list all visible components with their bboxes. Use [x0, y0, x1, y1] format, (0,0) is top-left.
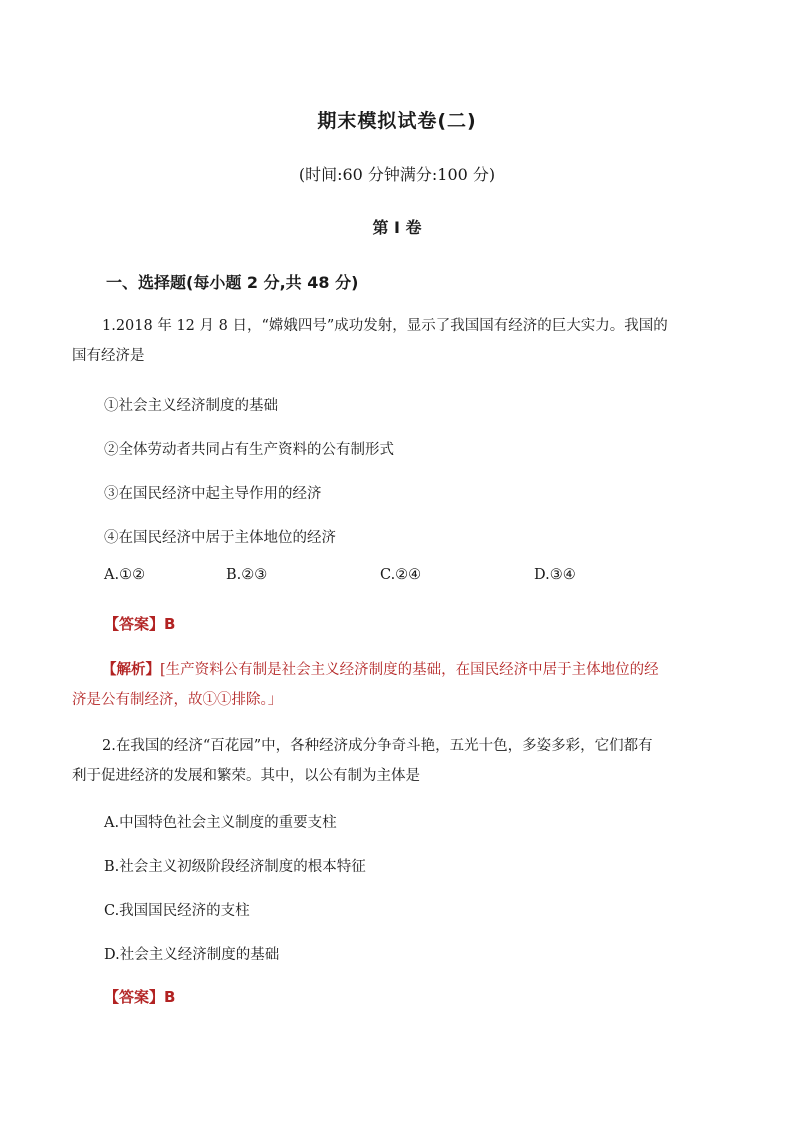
question-1-stem-line-2: 国有经济是 [72, 348, 145, 364]
answer-tag: 【答案】 [104, 988, 165, 1006]
volume-heading: 第 I 卷 [372, 218, 422, 237]
question-2-option-b: B.社会主义初级阶段经济制度的根本特征 [104, 859, 366, 875]
page-title: 期末模拟试卷(二) [317, 110, 477, 132]
question-1-option-a: A.①② [104, 567, 146, 583]
question-2-option-c: C.我国国民经济的支柱 [104, 903, 250, 919]
question-1-statement-1: ①社会主义经济制度的基础 [104, 398, 278, 414]
answer-tag: 【答案】 [104, 615, 165, 633]
exam-time-score: (时间:60 分钟满分:100 分) [298, 165, 496, 184]
question-1-statement-4: ④在国民经济中居于主体地位的经济 [104, 530, 336, 546]
question-1-option-d: D.③④ [534, 567, 576, 583]
question-1-answer [104, 613, 175, 634]
question-2-answer [104, 986, 175, 1007]
section-heading: 一、选择题(每小题 2 分,共 48 分) [106, 273, 359, 292]
question-2-option-d: D.社会主义经济制度的基础 [104, 947, 280, 963]
question-2-stem-line-1: 2.在我国的经济“百花园”中，各种经济成分争奇斗艳，五光十色，多姿多彩，它们都有 [102, 738, 653, 754]
question-1-statement-2: ②全体劳动者共同占有生产资料的公有制形式 [104, 442, 394, 458]
question-1-stem-line-1: 1.2018 年 12 月 8 日，“嫦娥四号”成功发射，显示了我国国有经济的巨大实力。我国的 [102, 318, 668, 334]
answer-value: B [164, 988, 176, 1006]
answer-value: B [164, 615, 176, 633]
question-1-statement-3: ③在国民经济中起主导作用的经济 [104, 486, 322, 502]
question-1-stem [72, 311, 732, 371]
question-2-option-a: A.中国特色社会主义制度的重要支柱 [104, 815, 337, 831]
question-1-option-b: B.②③ [226, 567, 268, 583]
question-1-option-c: C.②④ [380, 567, 422, 583]
question-1-analysis-line-1 [72, 655, 732, 685]
question-2-stem-line-2: 利于促进经济的发展和繁荣。其中，以公有制为主体是 [72, 768, 420, 784]
question-1-analysis [72, 655, 732, 715]
question-1-analysis-line-2: 济是公有制经济，故①①排除。」 [72, 692, 283, 708]
analysis-tag: 【解析】 [102, 662, 160, 678]
analysis-text-1: [生产资料公有制是社会主义经济制度的基础，在国民经济中居于主体地位的经 [160, 662, 659, 678]
question-2-stem [72, 731, 732, 791]
